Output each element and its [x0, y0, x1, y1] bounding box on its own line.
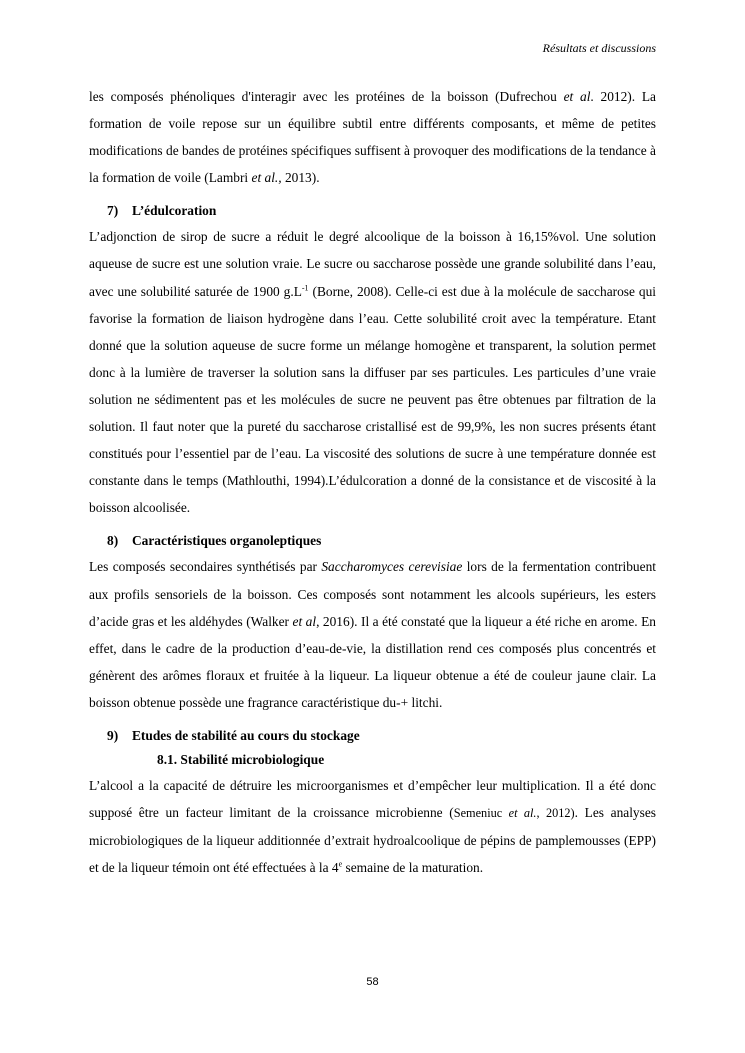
section-heading-7: 7) L’édulcoration	[107, 203, 217, 219]
page-number: 58	[366, 976, 379, 988]
paragraph-intro: les composés phénoliques d'interagir avec les protéines de la boisson (Dufrechou et al. 2012). La formation de voile repose sur un équilibre subtil entre différents composants, et même de petites modifications de bandes de protéines spécifiques suffisent à provoquer des modifications de la tendance à la formation de voile (Lambri et al., 2013).	[89, 89, 656, 186]
paragraph-microbiological: L’alcool a la capacité de détruire les microorganismes et d’empêcher leur multiplication. Il a été donc supposé être un facteur limitant de la croissance microbienne (Semeniuc et al., 2012). Les analyses microbiologiques de la liqueur additionnée d’extrait hydroalcoolique de pépins de pamplemousses (EPP) et de la liqueur témoin ont été effectuées à la 4e semaine de la maturation.	[89, 777, 656, 876]
section-heading-8: 8) Caractéristiques organoleptiques	[107, 533, 322, 549]
section-heading-9: 9) Etudes de stabilité au cours du stockage	[107, 727, 360, 743]
paragraph-organoleptic: Les composés secondaires synthétisés par Saccharomyces cerevisiae lors de la fermentation contribuent aux profils sensoriels de la boisson. Ces composés sont notamment les alcools supérieurs, les esters d’acide gras et les aldéhydes (Walker et al, 2016). Il a été constaté que la liqueur a été riche en arome. En effet, dans le cadre de la production d’eau-de-vie, la distillation rend ces composés plus concentrés et génèrent des arômes floraux et fruitée à la liqueur. La liqueur obtenue a été de couleur jaune clair. La boisson obtenue possède une fragrance caractéristique du-+ litchi.	[89, 559, 656, 710]
subsection-heading-8-1: 8.1. Stabilité microbiologique	[157, 751, 325, 767]
running-header: Résultats et discussions	[542, 41, 656, 55]
paragraph-edulcoration: L’adjonction de sirop de sucre a réduit le degré alcoolique de la boisson à 16,15%vol. Une solution aqueuse de sucre est une solution vraie. Le sucre ou saccharose possède une grande solubilité dans l’eau, avec une solubilité saturée de 1900 $g.L^{-1}$ (Borne, 2008). Celle-ci est due à la molécule de saccharose qui favorise la formation de liaison hydrogène dans l’eau. Cette solubilité croit avec la température. Etant donné que la solution aqueuse de sucre forme un mélange homogène et transparent, la solution permet donc à la lumière de traverser la solution sans la diffuser par ses particules. Les particules d’une vraie solution ne sédimentent pas et les molécules de sucre ne peuvent pas être obtenues par filtration de la solution. Il faut noter que la pureté du saccharose cristallisé est de 99,9%, les non sucres présents étant constitués pour l’essentiel par de l’eau. La viscosité des solutions de sucre à une température donnée est constante dans le temps (Mathlouthi, 1994).L’édulcoration a donné de la consistance et de viscosité à la boisson alcoolisée.	[89, 229, 656, 516]
document-body	[89, 83, 656, 881]
